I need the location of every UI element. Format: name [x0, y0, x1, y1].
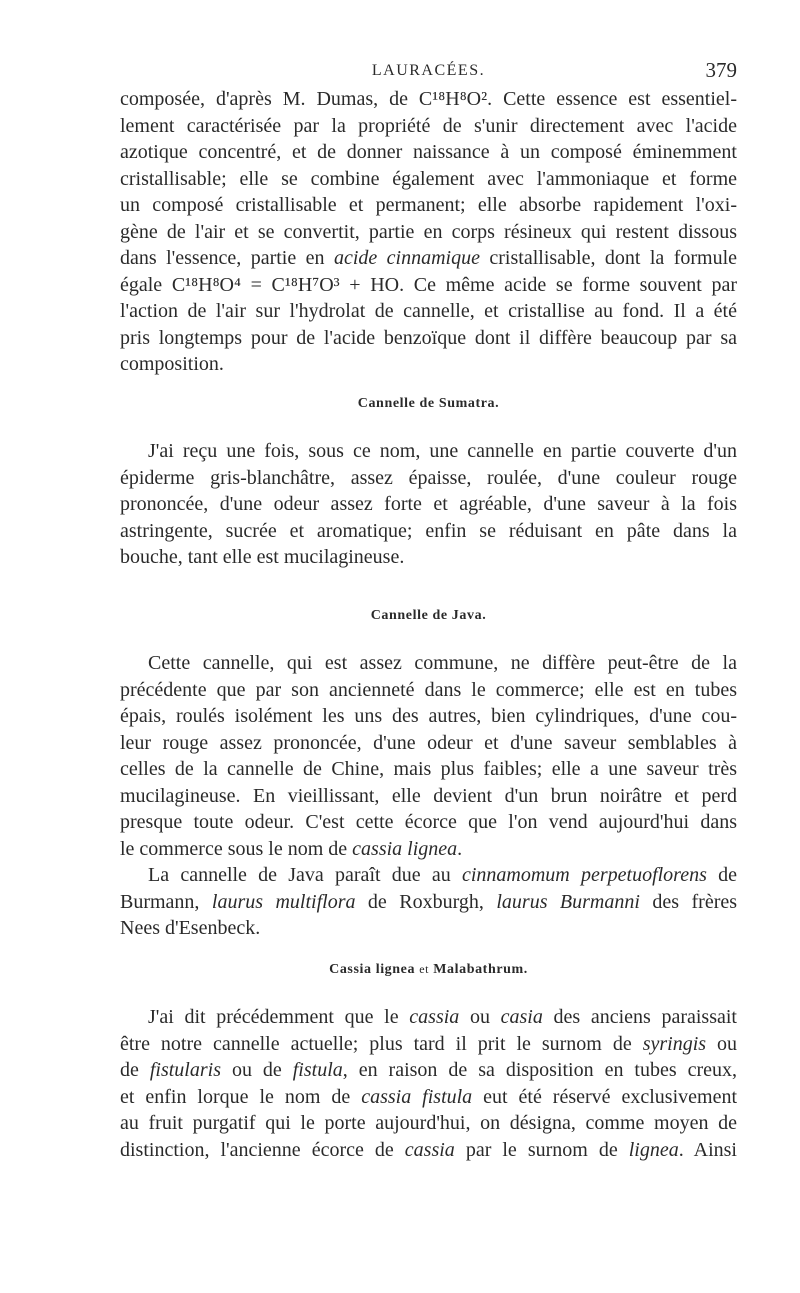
text-line: le commerce sous le nom de cassia lignea.	[120, 837, 463, 860]
text-line: précédente que par son ancienneté dans le commerce; elle est en tubes	[120, 678, 737, 701]
text-line: distinction, l'ancienne écorce de cassia par le surnom de lignea. Ainsi	[120, 1138, 737, 1161]
text-line: lement caractérisée par la propriété de s'unir directement avec l'acide	[120, 114, 737, 137]
italic-term: cinnamomum perpetuoflorens	[461, 864, 707, 886]
text-line: La cannelle de Java paraît due au cinnamomum perpetuoflorens de	[148, 864, 737, 886]
text-line: et enfin lorque le nom de cassia fistula eut été réservé exclusivement	[120, 1085, 737, 1108]
text-line: mucilagineuse. En vieillissant, elle devient d'un brun noirâtre et perd	[120, 784, 737, 807]
text-line: J'ai reçu une fois, sous ce nom, une cannelle en partie couverte d'un	[148, 440, 737, 462]
text-line: l'action de l'air sur l'hydrolat de cannelle, et cristallise au fond. Il a été	[120, 300, 737, 322]
text-line: azotique concentré, et de donner naissance à un composé éminemment	[120, 141, 737, 163]
text-line: bouche, tant elle est mucilagineuse.	[120, 546, 405, 568]
text-line: au fruit purgatif qui le porte aujourd'hui, on désigna, comme moyen de	[120, 1112, 737, 1134]
text-line: être notre cannelle actuelle; plus tard il prit le surnom de syringis ou	[120, 1032, 737, 1055]
text-line: épiderme gris-blanchâtre, assez épaisse, roulée, d'une couleur rouge	[120, 466, 737, 489]
section-heading-java: Cannelle de Java.	[370, 608, 487, 623]
text-line: J'ai dit précédemment que le cassia ou casia des anciens paraissait	[148, 1006, 737, 1028]
text-line: gène de l'air et se convertit, partie en corps résineux qui restent dissous	[120, 220, 737, 243]
formula-line: égale C¹⁸H⁸O⁴ = C¹⁸H⁷O³ + HO. Ce même acide se forme souvent par	[120, 273, 737, 296]
text-line: de fistularis ou de fistula, en raison de sa disposition en tubes creux,	[120, 1059, 737, 1081]
text-line: presque toute odeur. C'est cette écorce que l'on vend aujourd'hui dans	[120, 811, 737, 833]
text-line: Cette cannelle, qui est assez commune, ne diffère peut-être de la	[148, 652, 737, 674]
text-line: pris longtemps pour de l'acide benzoïque dont il diffère beaucoup par sa	[120, 326, 737, 349]
text-line: composition.	[120, 353, 224, 375]
paragraph-sumatra	[120, 438, 737, 571]
text-line: celles de la cannelle de Chine, mais plus faibles; elle a une saveur très	[120, 758, 737, 780]
text-line: cristallisable; elle se combine également avec l'ammoniaque et forme	[120, 167, 737, 190]
italic-term: laurus multiflora	[211, 890, 356, 913]
paragraph-java	[120, 650, 737, 942]
section-heading-sumatra: Cannelle de Sumatra.	[357, 396, 500, 411]
italic-term: cassia lignea	[352, 837, 458, 860]
italic-term: acide cinnamique	[333, 247, 480, 269]
text-line: composée, d'après M. Dumas, de C¹⁸H⁸O². Cette essence est essentiel-	[120, 88, 737, 110]
section-heading-cassia: Cassia lignea et Malabathrum.	[329, 962, 528, 977]
text-line: astringente, sucrée et aromatique; enfin se réduisant en pâte dans la	[120, 519, 737, 542]
text-line: un composé cristallisable et permanent; elle absorbe rapidement l'oxi-	[120, 194, 737, 216]
text-line: dans l'essence, partie en acide cinnamique cristallisable, dont la formule	[120, 247, 737, 269]
page-number: 379	[705, 58, 737, 82]
paragraph-essence	[120, 86, 737, 378]
italic-term: laurus Burmanni	[496, 890, 640, 913]
paragraph-cassia	[120, 1004, 737, 1163]
text-line: épais, roulés isolément les uns des autres, bien cylindriques, d'une cou-	[120, 705, 737, 727]
running-header	[120, 58, 737, 88]
text-line: Burmann, laurus multiflora de Roxburgh, laurus Burmanni des frères	[120, 890, 738, 913]
text-line: leur rouge assez prononcée, d'une odeur et d'une saveur semblables à	[120, 731, 737, 754]
text-line: prononcée, d'une odeur assez forte et agréable, d'une saveur à la fois	[120, 493, 737, 515]
running-title: LAURACÉES.	[371, 62, 486, 79]
text-line: Nees d'Esenbeck.	[120, 917, 261, 939]
